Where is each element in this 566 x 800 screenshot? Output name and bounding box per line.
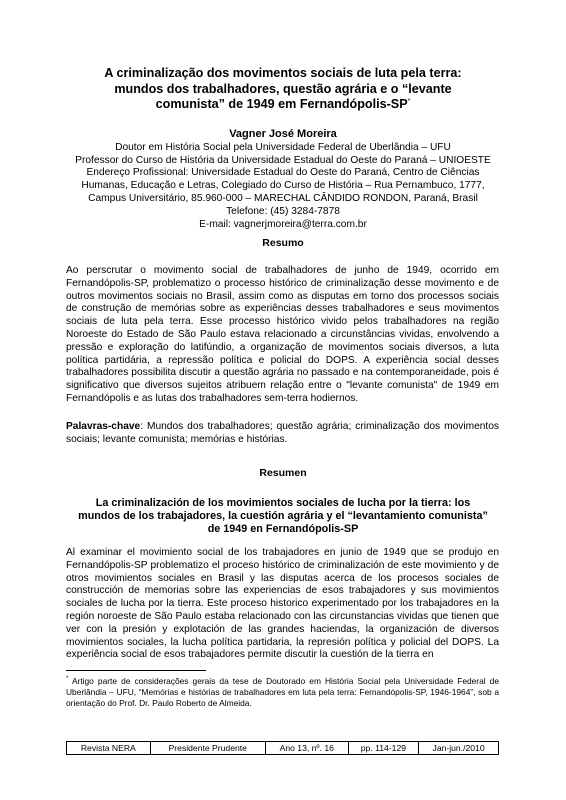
author-name: Vagner José Moreira [229, 128, 337, 140]
resumen-text: Al examinar el movimiento social de los trabajadores en junio de 1949 que se produjo en Fernandópolis-SP problematizo el proceso histórico de criminalización de este movimiento y de otros movimientos sociales en Brasil y las disputas acerca de los procesos sociales de construcción de memorias sobre las experiencias de esos trabajadores y sus movimientos sociales de lucha por la tierra. Este proceso historico experimentado por los trabajadores en la región noroeste de São Paulo estaba relacionado con las circunstancias vividas que tienen que ver con la presión y explotación de las grandes haciendas, la organización de diversos movimientos sociales, la lucha política partidaria, la represión política y policial del DOPS. La experiência social de esos trabajadores permite discutir la cuestión de la tierra en [66, 547, 499, 661]
author-block [50, 128, 516, 231]
author-address: Campus Universitário, 85.960-000 – MARECHAL CÂNDIDO RONDON, Paraná, Brasil [88, 192, 478, 204]
title-footnote-marker: * [407, 97, 411, 105]
resumen-heading: Resumen [259, 467, 307, 479]
journal-footer [66, 741, 499, 755]
footnote-marker: * [66, 676, 69, 683]
author-address: Humanas, Educação e Letras, Colegiado do Curso de História – Rua Pernambuco, 1777, [81, 180, 485, 192]
title-line: mundos dos trabalhadores, questão agrária e o “levante [114, 81, 452, 96]
footer-date: Jan-jun./2010 [419, 742, 499, 755]
footer-pages: pp. 114-129 [348, 742, 419, 755]
footer-city: Presidente Prudente [150, 742, 265, 755]
footnote-text: Artigo parte de considerações gerais da tese de Doutorado em História Social pela Universidade Federal de Uberlândia – UFU, “Memórias e histórias de trabalhadores em luta pela terra: Fernandópolis-SP, 1946-1964”, sob a orientação do Prof. Dr. Paulo Roberto de Almeida. [66, 676, 499, 708]
footer-journal: Revista NERA [67, 742, 151, 755]
title-line: A criminalização dos movimentos sociais de luta pela terra: [104, 66, 462, 80]
keywords-label: Palavras-chave [66, 421, 141, 432]
keywords-text: : Mundos dos trabalhadores; questão agrária; criminalização dos movimentos sociais; levante comunista; memórias e histórias. [66, 421, 499, 445]
keywords [66, 421, 499, 447]
article-title [60, 66, 506, 113]
author-phone: Telefone: (45) 3284-7878 [226, 205, 340, 217]
author-position: Professor do Curso de História da Universidade Estadual do Oeste do Paraná – UNIOESTE [75, 154, 491, 166]
footnote [66, 676, 499, 709]
resumo-text: Ao perscrutar o movimento social de trabalhadores de junho de 1949, ocorrido em Fernandópolis-SP, problematizo o processo histórico de criminalização desse movimento e de outros movimentos sociais no Brasil, assim como as disputas em torno dos processos sociais de construção de memórias sobre as experiências desses trabalhadores e seus movimentos sociais de luta pela terra. Esse processo histórico vivido pelos trabalhadores na região Noroeste do Estado de São Paulo estava relacionado a circunstâncias vividas, envolvendo a pressão e exploração do latifúndio, a organização de movimentos sociais diversos, a luta política partidária, a repressão política e policial do DOPS. A experiência social desses trabalhadores possibilita discutir a questão agrária no passado e na contemporaneidade, pois é significativo que diversos sujeitos atribuem relação entre o "levante comunista" de 1949 em Fernandópolis e as lutas dos trabalhadores sem-terra hodiernos. [66, 265, 499, 404]
title-line: comunista” de 1949 em Fernandópolis-SP [155, 97, 408, 111]
resumo-heading: Resumo [262, 237, 304, 249]
author-credential: Doutor em História Social pela Universidade Federal de Uberlândia – UFU [115, 141, 451, 153]
footnote-divider [66, 670, 206, 671]
footer-volume: Ano 13, nº. 16 [265, 742, 348, 755]
author-email: E-mail: vagnerjmoreira@terra.com.br [199, 218, 367, 230]
author-address: Endereço Profissional: Universidade Estadual do Oeste do Paraná, Centro de Ciências [86, 167, 480, 179]
resumen-title: La criminalización de los movimientos sociales de lucha por la tierra: los mundos de los trabajadores, la cuestión agrária y el “levantamiento comunista” de 1949 en Fernandópolis-SP [78, 497, 488, 535]
